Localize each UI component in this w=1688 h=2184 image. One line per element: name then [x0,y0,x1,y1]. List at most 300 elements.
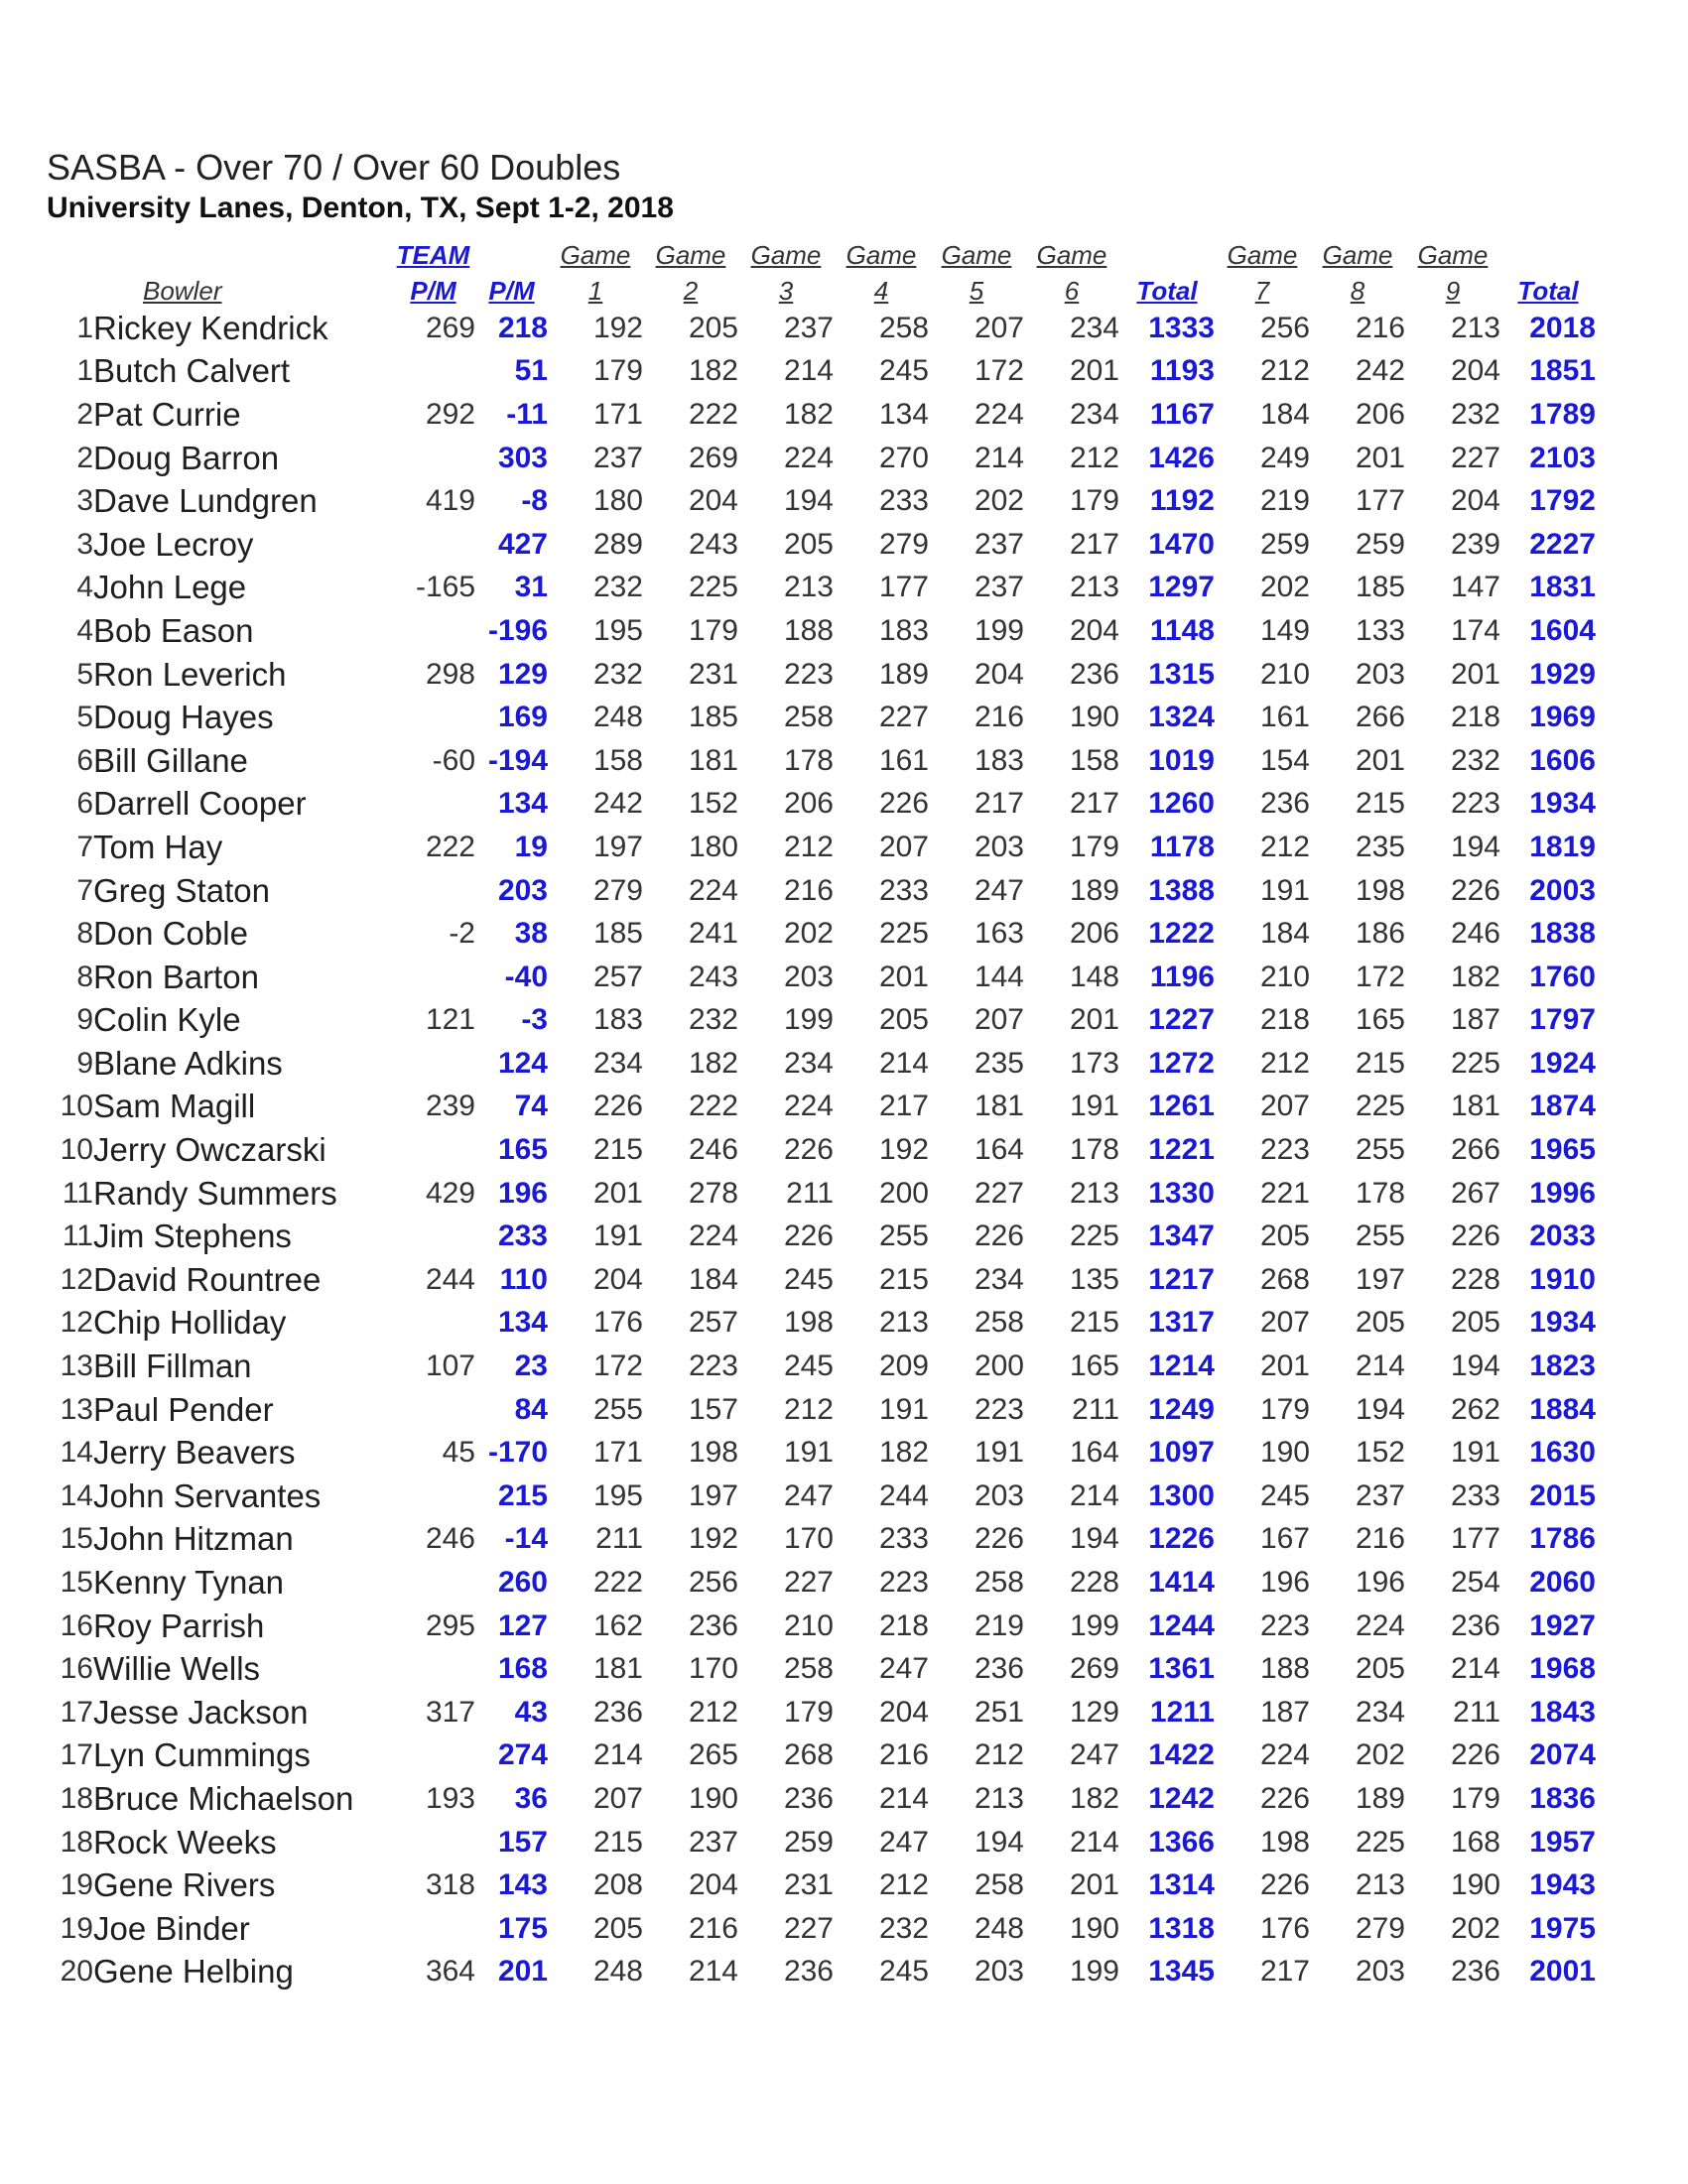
game-2-score: 214 [688,1955,738,1989]
game-5-score: 247 [974,873,1024,907]
bowler-name: Colin Kyle [93,1001,241,1039]
rank-cell: 1 [76,354,93,388]
table-row [46,1951,1596,1994]
pm-cell: 165 [497,1133,548,1167]
game-8-score: 203 [1355,1955,1405,1989]
total-9-score: 1996 [1529,1176,1596,1210]
game-8-score: 185 [1355,571,1405,604]
game-7-score: 161 [1259,701,1310,734]
game-9-score: 232 [1450,743,1500,777]
game-6-score: 194 [1069,1522,1119,1556]
total-6-score: 1227 [1148,1003,1215,1037]
game-5-score: 163 [974,917,1024,951]
game-8-score: 189 [1355,1781,1405,1815]
game-9-score: 228 [1450,1262,1500,1296]
game-8-score: 205 [1355,1306,1405,1340]
pm-cell: -194 [487,743,548,777]
game-7-score: 256 [1259,311,1310,344]
team-pm-cell [391,350,475,394]
header-game-2: 2 [683,276,699,306]
game-8-score: 198 [1355,873,1405,907]
rank-cell: 19 [60,1868,93,1902]
table-row [46,1345,1596,1388]
table-row [46,523,1596,567]
game-6-score: 201 [1069,354,1119,388]
table-row [46,1734,1596,1778]
bowler-name: Bob Eason [93,611,254,649]
team-pm-cell [391,1215,475,1258]
game-3-score: 231 [783,1868,834,1902]
total-9-score: 1929 [1529,657,1596,691]
game-9-score: 147 [1450,571,1500,604]
game-4-score: 214 [878,1781,929,1815]
bowler-name: Jerry Beavers [93,1434,296,1472]
game-2-score: 182 [688,354,738,388]
bowler-name: Butch Calvert [93,352,291,390]
game-4-score: 214 [878,1046,929,1080]
table-row [46,1258,1596,1302]
game-1-score: 181 [592,1652,643,1686]
bowler-name: Kenny Tynan [93,1564,285,1602]
game-2-score: 222 [688,1090,738,1123]
total-6-score: 1192 [1149,484,1215,518]
game-9-score: 254 [1450,1566,1500,1600]
total-6-score: 1366 [1148,1825,1215,1859]
game-5-score: 144 [974,960,1024,993]
table-row [46,1863,1596,1907]
game-8-score: 216 [1355,311,1405,344]
game-9-score: 201 [1450,657,1500,691]
header-pm: P/M [488,276,535,306]
rank-cell: 8 [76,960,93,993]
game-5-score: 207 [974,311,1024,344]
table-row [46,1302,1596,1346]
header-game-word-7: Game [1227,240,1298,270]
game-8-score: 259 [1355,527,1405,561]
game-4-score: 255 [878,1220,929,1253]
game-9-score: 181 [1450,1090,1500,1123]
game-5-score: 227 [974,1176,1024,1210]
game-7-score: 259 [1259,527,1310,561]
pm-cell: 36 [514,1781,548,1815]
total-6-score: 1214 [1148,1349,1215,1383]
game-6-score: 217 [1069,787,1119,821]
total-6-score: 1226 [1148,1522,1215,1556]
total-6-score: 1217 [1148,1262,1215,1296]
game-9-score: 246 [1450,917,1500,951]
total-6-score: 1345 [1148,1955,1215,1989]
table-row [46,350,1596,394]
game-2-score: 212 [688,1695,738,1729]
game-2-score: 269 [688,441,738,474]
total-9-score: 1968 [1529,1652,1596,1686]
game-2-score: 257 [688,1306,738,1340]
game-9-score: 236 [1450,1955,1500,1989]
total-6-score: 1330 [1148,1176,1215,1210]
total-6-score: 1193 [1149,354,1215,388]
bowler-name: Ron Barton [93,958,259,995]
game-3-score: 198 [783,1306,834,1340]
rank-cell: 7 [76,830,93,863]
game-3-score: 212 [783,1392,834,1426]
game-3-score: 226 [783,1220,834,1253]
header-game-word-1: Game [560,240,631,270]
table-row [46,393,1596,437]
game-3-score: 202 [783,917,834,951]
team-pm-cell: 244 [425,1262,475,1296]
total-9-score: 1843 [1529,1695,1596,1729]
game-3-score: 191 [783,1436,834,1470]
table-row [46,1215,1596,1258]
rank-cell: 14 [60,1478,93,1512]
rank-cell: 18 [60,1781,93,1815]
rank-cell: 11 [62,1220,93,1253]
bowler-name: Chip Holliday [93,1304,287,1342]
table-row [46,1777,1596,1821]
pm-cell: 124 [497,1046,548,1080]
game-4-score: 183 [878,613,929,647]
game-3-score: 258 [783,1652,834,1686]
rank-cell: 2 [76,397,93,431]
game-3-score: 211 [786,1176,834,1210]
game-4-score: 223 [878,1566,929,1600]
game-3-score: 247 [783,1478,834,1512]
game-2-score: 243 [688,960,738,993]
game-9-score: 205 [1450,1306,1500,1340]
total-6-score: 1211 [1149,1695,1215,1729]
game-2-score: 256 [688,1566,738,1600]
total-9-score: 1819 [1529,830,1596,863]
game-9-score: 204 [1450,354,1500,388]
game-4-score: 161 [878,743,929,777]
game-8-score: 172 [1355,960,1405,993]
document-title: SASBA - Over 70 / Over 60 Doubles [47,147,621,188]
game-5-score: 219 [974,1608,1024,1642]
bowler-name: Jesse Jackson [93,1693,309,1731]
game-1-score: 185 [592,917,643,951]
game-3-score: 245 [783,1262,834,1296]
team-pm-cell [391,1647,475,1691]
team-pm-cell [391,1042,475,1086]
game-2-score: 184 [688,1262,738,1296]
total-9-score: 1934 [1529,1306,1596,1340]
game-6-score: 204 [1069,613,1119,647]
header-game-6: 6 [1064,276,1080,306]
pm-cell: 233 [497,1220,548,1253]
game-6-score: 148 [1069,960,1119,993]
game-9-score: 211 [1453,1695,1500,1729]
team-pm-cell: 193 [425,1781,475,1815]
game-2-score: 190 [688,1781,738,1815]
game-4-score: 233 [878,1522,929,1556]
total-6-score: 1347 [1148,1220,1215,1253]
game-7-score: 196 [1259,1566,1310,1600]
game-1-score: 179 [592,354,643,388]
total-9-score: 1789 [1529,397,1596,431]
bowler-name: Jim Stephens [93,1218,292,1255]
total-9-score: 1786 [1529,1522,1596,1556]
game-2-score: 198 [688,1436,738,1470]
rank-cell: 15 [60,1566,93,1600]
rank-cell: 9 [76,1046,93,1080]
game-4-score: 227 [878,701,929,734]
table-row [46,1821,1596,1864]
game-1-score: 237 [592,441,643,474]
game-5-score: 248 [974,1911,1024,1945]
total-9-score: 2060 [1529,1566,1596,1600]
game-4-score: 216 [878,1738,929,1772]
table-row [46,1086,1596,1129]
game-1-score: 236 [592,1695,643,1729]
team-pm-cell [391,437,475,480]
team-pm-cell: 364 [425,1955,475,1989]
game-7-score: 149 [1259,613,1310,647]
pm-cell: 134 [497,787,548,821]
team-pm-cell: -2 [449,917,475,951]
header-game-5: 5 [969,276,984,306]
pm-cell: 127 [497,1608,548,1642]
rank-cell: 10 [60,1090,93,1123]
total-6-score: 1333 [1148,311,1215,344]
game-8-score: 224 [1355,1608,1405,1642]
total-6-score: 1244 [1148,1608,1215,1642]
game-6-score: 201 [1069,1003,1119,1037]
game-9-score: 262 [1450,1392,1500,1426]
game-4-score: 247 [878,1825,929,1859]
header-game-word-3: Game [750,240,822,270]
game-5-score: 214 [974,441,1024,474]
game-7-score: 212 [1259,354,1310,388]
game-3-score: 226 [783,1133,834,1167]
game-5-score: 203 [974,1955,1024,1989]
total-9-score: 1975 [1529,1911,1596,1945]
game-3-score: 245 [783,1349,834,1383]
game-3-score: 259 [783,1825,834,1859]
game-6-score: 189 [1069,873,1119,907]
header-total-9: Total [1517,276,1579,306]
table-row [46,1518,1596,1562]
team-pm-cell: 121 [425,1003,475,1037]
table-row [46,1907,1596,1951]
game-3-score: 227 [783,1911,834,1945]
rank-cell: 12 [60,1306,93,1340]
game-2-score: 236 [688,1608,738,1642]
game-9-score: 226 [1450,1738,1500,1772]
bowler-name: John Lege [93,569,247,606]
game-3-score: 170 [783,1522,834,1556]
game-1-score: 172 [592,1349,643,1383]
total-6-score: 1242 [1148,1781,1215,1815]
game-2-score: 216 [688,1911,738,1945]
team-pm-cell [391,1907,475,1951]
game-6-score: 191 [1069,1090,1119,1123]
rank-cell: 13 [60,1392,93,1426]
total-6-score: 1249 [1148,1392,1215,1426]
pm-cell: 19 [514,830,548,863]
game-3-score: 224 [783,441,834,474]
rank-cell: 18 [60,1825,93,1859]
game-6-score: 173 [1069,1046,1119,1080]
game-3-score: 236 [783,1955,834,1989]
game-1-score: 195 [592,1478,643,1512]
team-pm-cell: 317 [425,1695,475,1729]
total-9-score: 1836 [1529,1781,1596,1815]
game-7-score: 212 [1259,830,1310,863]
rank-cell: 14 [60,1436,93,1470]
game-2-score: 232 [688,1003,738,1037]
bowler-name: John Servantes [93,1477,322,1514]
table-row [46,437,1596,480]
game-7-score: 167 [1259,1522,1310,1556]
team-pm-cell: 298 [425,657,475,691]
total-9-score: 2001 [1529,1955,1596,1989]
header-game-4: 4 [873,276,889,306]
pm-cell: 203 [497,873,548,907]
game-6-score: 158 [1069,743,1119,777]
pm-cell: 38 [514,917,548,951]
game-5-score: 172 [974,354,1024,388]
game-8-score: 213 [1355,1868,1405,1902]
game-8-score: 205 [1355,1652,1405,1686]
total-9-score: 1630 [1529,1436,1596,1470]
game-6-score: 190 [1069,701,1119,734]
game-7-score: 226 [1259,1868,1310,1902]
game-9-score: 194 [1450,1349,1500,1383]
game-9-score: 233 [1450,1478,1500,1512]
game-2-score: 231 [688,657,738,691]
game-7-score: 198 [1259,1825,1310,1859]
game-9-score: 223 [1450,787,1500,821]
total-6-score: 1261 [1148,1090,1215,1123]
game-6-score: 234 [1069,397,1119,431]
game-5-score: 181 [974,1090,1024,1123]
game-5-score: 204 [974,657,1024,691]
bowler-name: Bill Fillman [93,1348,252,1385]
pm-cell: 201 [497,1955,548,1989]
table-row [46,1561,1596,1605]
game-8-score: 237 [1355,1478,1405,1512]
pm-cell: 274 [497,1738,548,1772]
game-5-score: 203 [974,1478,1024,1512]
game-2-score: 205 [688,311,738,344]
game-7-score: 210 [1259,657,1310,691]
table-row [46,479,1596,523]
header-game-word-5: Game [941,240,1012,270]
game-9-score: 232 [1450,397,1500,431]
game-5-score: 213 [974,1781,1024,1815]
game-9-score: 190 [1450,1868,1500,1902]
game-6-score: 247 [1069,1738,1119,1772]
game-2-score: 192 [688,1522,738,1556]
total-6-score: 1178 [1149,830,1215,863]
game-1-score: 232 [592,657,643,691]
total-9-score: 2018 [1529,311,1596,344]
header-team-pm: P/M [410,276,456,306]
team-pm-cell: 222 [425,830,475,863]
bowler-name: Sam Magill [93,1088,256,1125]
game-6-score: 212 [1069,441,1119,474]
game-6-score: 135 [1069,1262,1119,1296]
game-8-score: 255 [1355,1133,1405,1167]
game-5-score: 199 [974,613,1024,647]
pm-cell: 129 [497,657,548,691]
game-8-score: 214 [1355,1349,1405,1383]
pm-cell: 110 [499,1262,548,1296]
table-row [46,1475,1596,1518]
table-row [46,912,1596,956]
bowler-name: Gene Rivers [93,1866,276,1904]
pm-cell: 157 [497,1825,548,1859]
game-9-score: 267 [1450,1176,1500,1210]
game-7-score: 219 [1259,484,1310,518]
game-5-score: 183 [974,743,1024,777]
bowler-name: Willie Wells [93,1650,261,1688]
game-4-score: 200 [878,1176,929,1210]
team-pm-cell [391,1561,475,1605]
game-8-score: 206 [1355,397,1405,431]
game-1-score: 248 [592,701,643,734]
game-8-score: 194 [1355,1392,1405,1426]
game-1-score: 201 [592,1176,643,1210]
team-pm-cell: 269 [425,311,475,344]
pm-cell: 427 [497,527,548,561]
game-4-score: 247 [878,1652,929,1686]
game-7-score: 223 [1259,1608,1310,1642]
game-4-score: 182 [878,1436,929,1470]
game-1-score: 215 [592,1825,643,1859]
game-9-score: 225 [1450,1046,1500,1080]
rank-cell: 8 [76,917,93,951]
bowler-name: Roy Parrish [93,1606,265,1644]
game-6-score: 206 [1069,917,1119,951]
game-4-score: 226 [878,787,929,821]
game-7-score: 217 [1259,1955,1310,1989]
total-9-score: 1838 [1529,917,1596,951]
game-6-score: 269 [1069,1652,1119,1686]
total-9-score: 1760 [1529,960,1596,993]
game-9-score: 179 [1450,1781,1500,1815]
game-5-score: 164 [974,1133,1024,1167]
game-6-score: 199 [1069,1608,1119,1642]
game-2-score: 204 [688,1868,738,1902]
game-8-score: 225 [1355,1090,1405,1123]
team-pm-cell [391,956,475,999]
game-9-score: 227 [1450,441,1500,474]
bowler-name: Blane Adkins [93,1044,283,1082]
game-4-score: 218 [878,1608,929,1642]
pm-cell: 143 [497,1868,548,1902]
game-7-score: 187 [1259,1695,1310,1729]
pm-cell: 303 [497,441,548,474]
table-row [46,1388,1596,1432]
game-2-score: 224 [688,873,738,907]
game-3-score: 213 [783,571,834,604]
game-1-score: 205 [592,1911,643,1945]
game-2-score: 222 [688,397,738,431]
game-4-score: 209 [878,1349,929,1383]
game-7-score: 221 [1259,1176,1310,1210]
bowler-name: Gene Helbing [93,1953,294,1991]
total-9-score: 2103 [1529,441,1596,474]
game-3-score: 224 [783,1090,834,1123]
game-8-score: 165 [1355,1003,1405,1037]
header-game-1: 1 [587,276,603,306]
pm-cell: 134 [497,1306,548,1340]
game-1-score: 204 [592,1262,643,1296]
game-7-score: 188 [1259,1652,1310,1686]
game-5-score: 226 [974,1522,1024,1556]
rank-cell: 10 [60,1133,93,1167]
